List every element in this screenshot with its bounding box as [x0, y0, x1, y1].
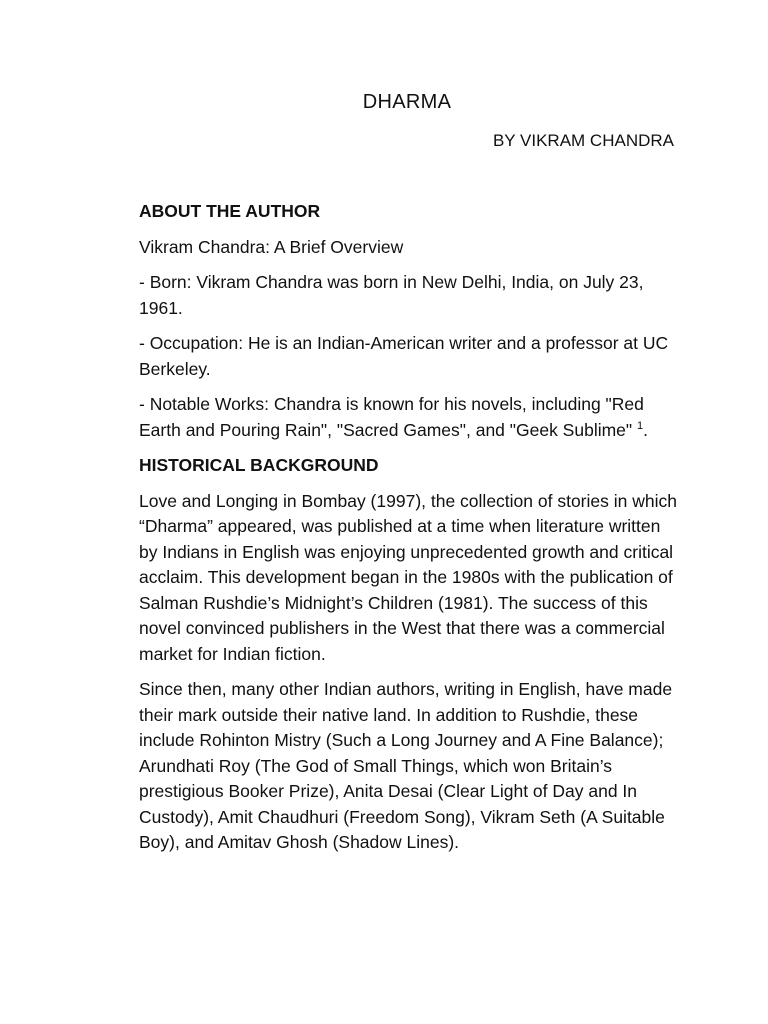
historical-background-heading: HISTORICAL BACKGROUND: [139, 455, 379, 475]
occupation-paragraph: - Occupation: He is an Indian-American writer and a professor at UC Berkeley.: [139, 333, 669, 379]
works-paragraph: [139, 392, 679, 443]
about-subheading: Vikram Chandra: A Brief Overview: [139, 236, 404, 257]
works-end: .: [643, 419, 648, 440]
born-paragraph: - Born: Vikram Chandra was born in New Delhi, India, on July 23, 1961.: [139, 272, 644, 318]
history-paragraph-1: Love and Longing in Bombay (1997), the collection of stories in which “Dharma” appeared, was published at a time when literature written by Indians in English was enjoying unprecedented growth and critical acclaim. This development began in the 1980s with the publication of Salman Rushdie’s Midnight’s Children (1981). The success of this novel convinced publishers in the West that there was a commercial market for Indian fiction.: [139, 490, 677, 664]
about-author-heading: ABOUT THE AUTHOR: [139, 201, 321, 221]
document-body: [139, 199, 679, 866]
document-title: DHARMA: [362, 91, 452, 113]
author-byline: BY VIKRAM CHANDRA: [492, 131, 674, 150]
footnote-marker: 1: [636, 419, 644, 432]
works-text: - Notable Works: Chandra is known for his novels, including "Red Earth and Pouring Rain", "Sacred Games", and "Geek Sublime": [139, 394, 644, 440]
history-paragraph-2: Since then, many other Indian authors, writing in English, have made their mark outside their native land. In addition to Rushdie, these include Rohinton Mistry (Such a Long Journey and A Fine Balance); Arundhati Roy (The God of Small Things, which won Britain’s prestigious Booker Prize), Anita Desai (Clear Light of Day and In Custody), Amit Chaudhuri (Freedom Song), Vikram Seth (A Suitable Boy), and Amitav Ghosh (Shadow Lines).: [139, 679, 673, 852]
